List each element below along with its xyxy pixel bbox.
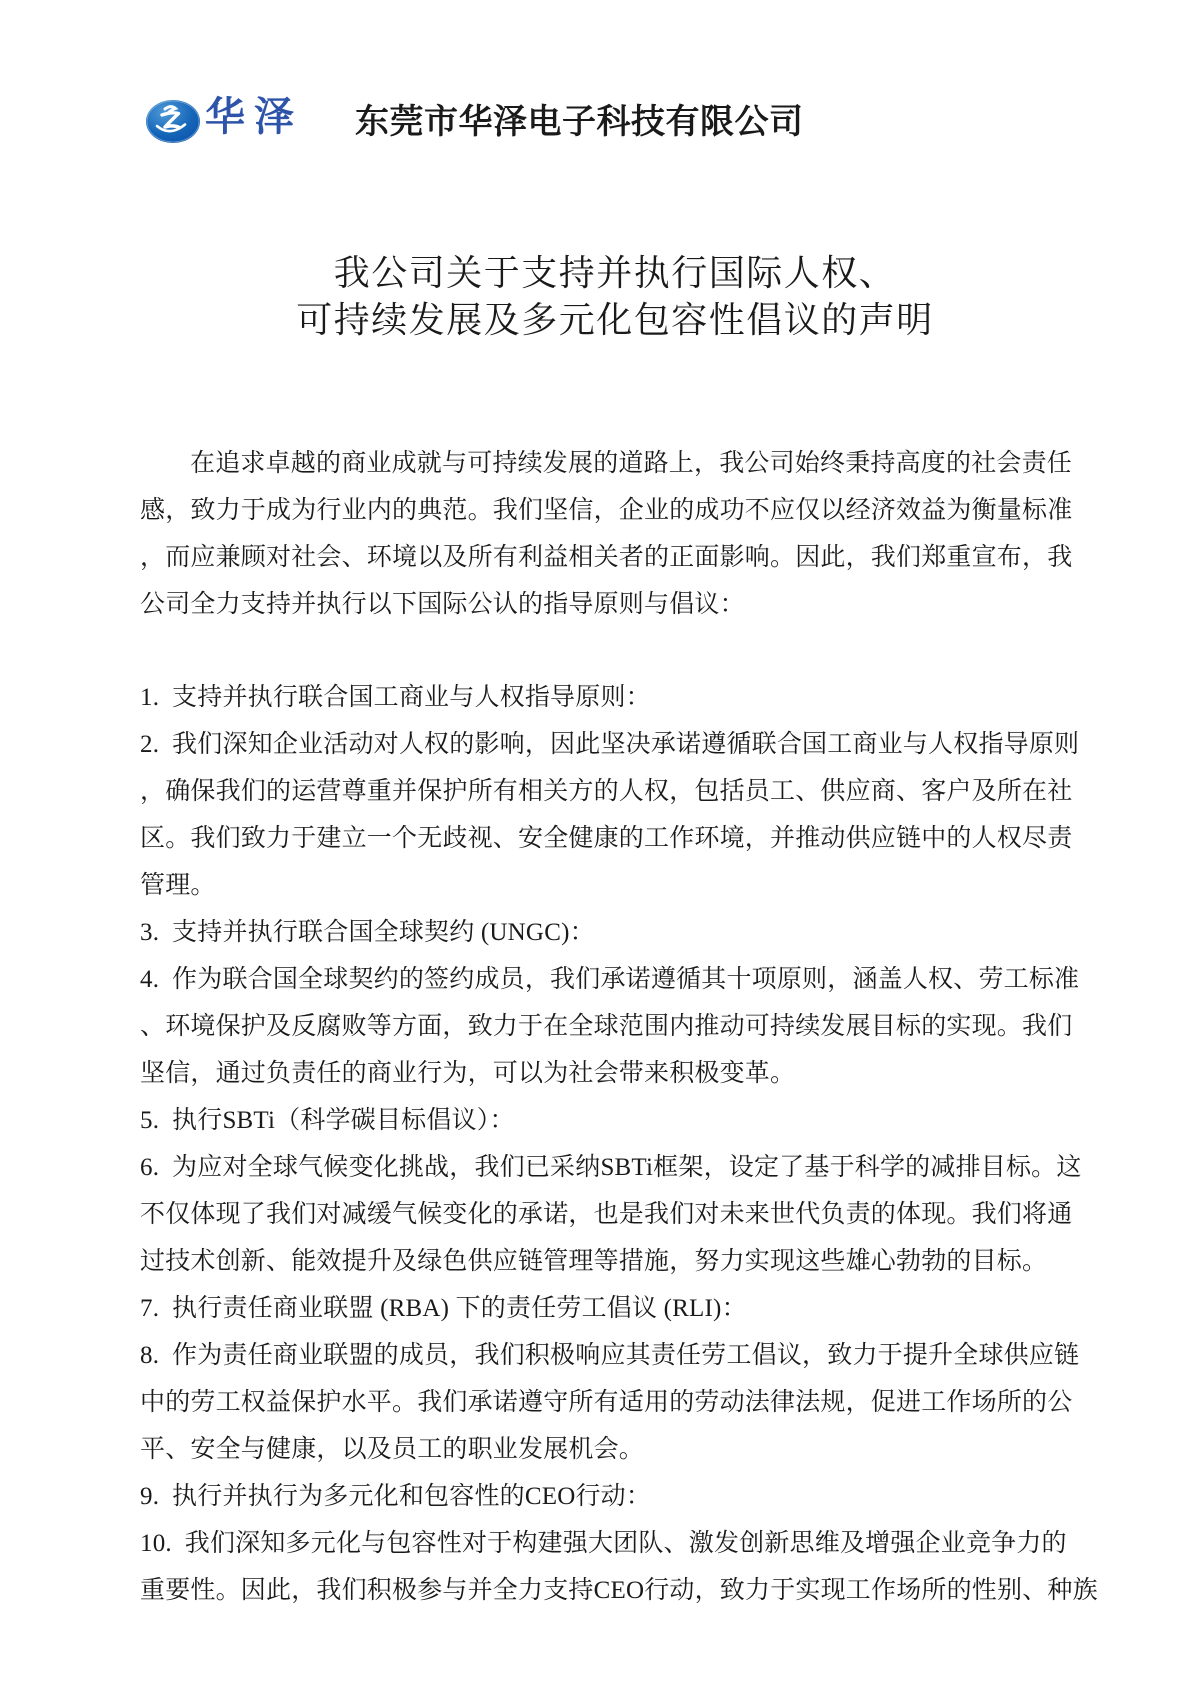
list-line: 8. 作为责任商业联盟的成员，我们积极响应其责任劳工倡议，致力于提升全球供应链 [140, 1342, 1080, 1369]
company-name: 东莞市华泽电子科技有限公司 [355, 103, 804, 141]
initiatives-list [140, 674, 1098, 1614]
intro-line: ，而应兼顾对社会、环境以及所有利益相关者的正面影响。因此，我们郑重宣布，我 [140, 544, 1073, 571]
list-line: 1. 支持并执行联合国工商业与人权指导原则： [140, 684, 651, 711]
list-line: 6. 为应对全球气候变化挑战，我们已采纳SBTi框架，设定了基于科学的减排目标。这 [140, 1154, 1082, 1181]
list-line: 重要性。因此，我们积极参与并全力支持CEO行动，致力于实现工作场所的性别、种族 [140, 1577, 1098, 1604]
list-line: 过技术创新、能效提升及绿色供应链管理等措施，努力实现这些雄心勃勃的目标。 [140, 1248, 1048, 1275]
list-line: 平、安全与健康，以及员工的职业发展机会。 [140, 1436, 645, 1463]
list-line: 不仅体现了我们对减缓气候变化的承诺，也是我们对未来世代负责的体现。我们将通 [140, 1201, 1073, 1228]
title-line: 可持续发展及多元化包容性倡议的声明 [296, 300, 934, 340]
document-title [20, 245, 1190, 339]
list-line: 坚信，通过负责任的商业行为，可以为社会带来积极变革。 [140, 1060, 796, 1087]
list-line: 10. 我们深知多元化与包容性对于构建强大团队、激发创新思维及增强企业竞争力的 [140, 1530, 1067, 1557]
intro-line: 公司全力支持并执行以下国际公认的指导原则与倡议： [140, 591, 745, 618]
list-line: 中的劳工权益保护水平。我们承诺遵守所有适用的劳动法律法规，促进工作场所的公 [140, 1389, 1073, 1416]
list-line: 、环境保护及反腐败等方面，致力于在全球范围内推动可持续发展目标的实现。我们 [140, 1013, 1073, 1040]
list-line: ，确保我们的运营尊重并保护所有相关方的人权，包括员工、供应商、客户及所在社 [140, 778, 1073, 805]
list-line: 4. 作为联合国全球契约的签约成员，我们承诺遵循其十项原则，涵盖人权、劳工标准 [140, 966, 1080, 993]
list-line: 7. 执行责任商业联盟 (RBA) 下的责任劳工倡议 (RLI)： [140, 1295, 747, 1322]
list-line: 3. 支持并执行联合国全球契约 (UNGC)： [140, 919, 595, 946]
intro-paragraph [140, 440, 1073, 628]
list-line: 管理。 [140, 872, 216, 899]
company-logo [145, 94, 303, 144]
company-logo-icon [145, 99, 201, 144]
intro-line: 在追求卓越的商业成就与可持续发展的道路上，我公司始终秉持高度的社会责任 [190, 450, 1073, 477]
title-line: 我公司关于支持并执行国际人权、 [333, 253, 897, 293]
list-line: 区。我们致力于建立一个无歧视、安全健康的工作环境，并推动供应链中的人权尽责 [140, 825, 1073, 852]
intro-line: 感，致力于成为行业内的典范。我们坚信，企业的成功不应仅以经济效益为衡量标准 [140, 497, 1073, 524]
logo-text: 华泽 [205, 94, 303, 139]
list-line: 2. 我们深知企业活动对人权的影响，因此坚决承诺遵循联合国工商业与人权指导原则 [140, 731, 1080, 758]
list-line: 5. 执行SBTi（科学碳目标倡议）： [140, 1107, 515, 1134]
list-line: 9. 执行并执行为多元化和包容性的CEO行动： [140, 1483, 652, 1510]
document-header [0, 0, 1190, 170]
